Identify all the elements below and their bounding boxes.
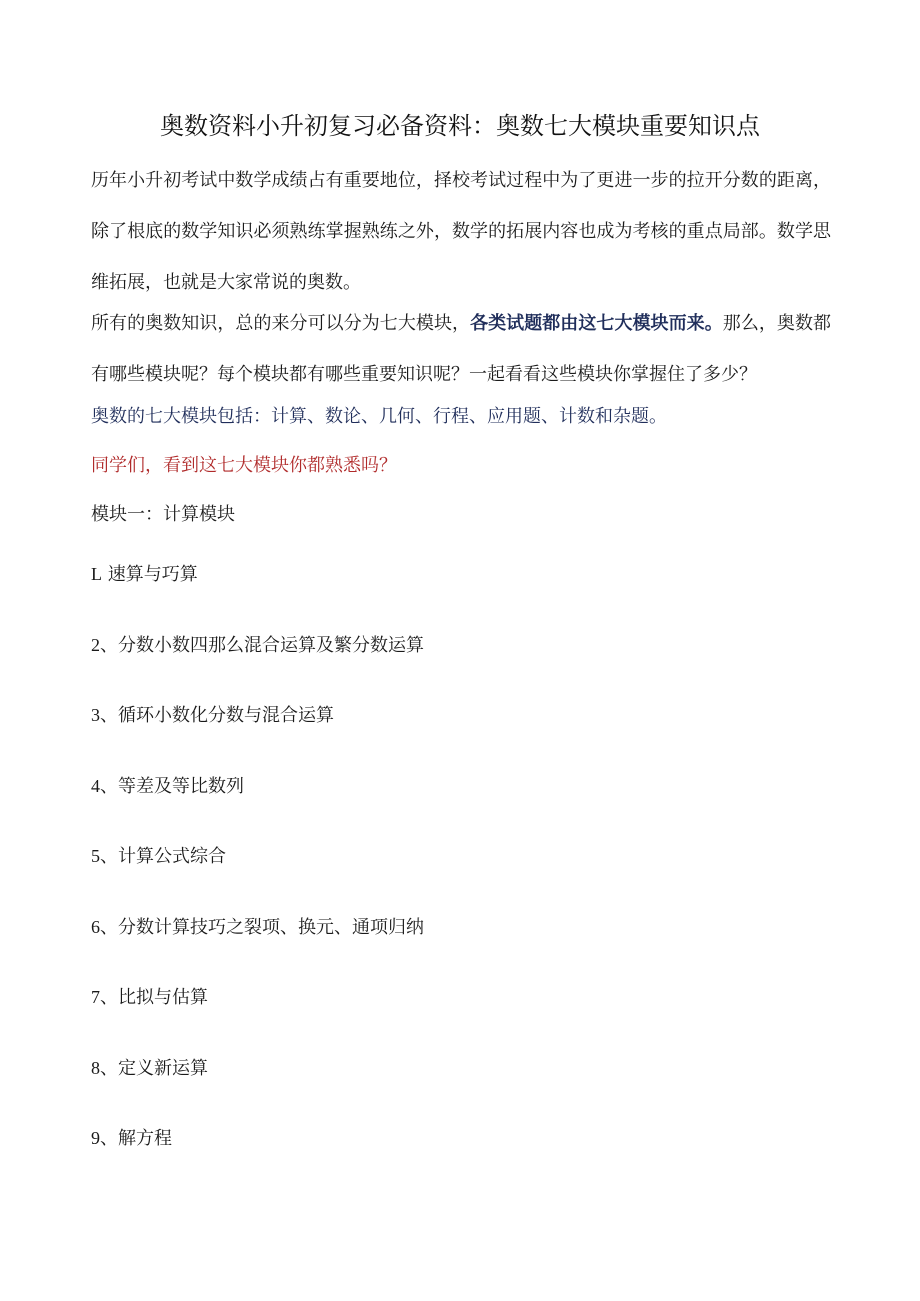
list-item: [91, 700, 334, 731]
list-item: [91, 982, 208, 1013]
list-item-text: 速算与巧算: [107, 564, 198, 585]
question-line: 同学们，看到这七大模块你都熟悉吗？: [91, 455, 397, 476]
modules-intro-question: 那么，奥数都有哪些模块呢？每个模块都有哪些重要知识呢？一起看看这些模块你掌握住了多少？: [91, 313, 832, 385]
list-item-number: 2、: [91, 635, 118, 655]
list-item-number: 5、: [91, 846, 118, 866]
list-item: [91, 771, 244, 802]
list-item: [91, 841, 226, 872]
list-item-text: 比拟与估算: [118, 987, 208, 1008]
intro-paragraph: 历年小升初考试中数学成绩占有重要地位，择校考试过程中为了更进一步的拉开分数的距离，除了根底的数学知识必须熟练掌握熟练之外，数学的拓展内容也成为考核的重点局部。数学思维拓展，也就是大家常说的奥数。: [91, 170, 831, 293]
list-item-number: 8、: [91, 1058, 118, 1078]
list-item-number: 3、: [91, 705, 118, 725]
list-item-number: L: [91, 564, 102, 584]
module-one-heading: 模块一：计算模块: [91, 504, 235, 525]
modules-intro-text: 所有的奥数知识，总的来分可以分为七大模块，: [91, 313, 471, 334]
list-item-text: 分数小数四那么混合运算及繁分数运算: [118, 635, 424, 656]
list-item-number: 9、: [91, 1128, 118, 1148]
list-item-number: 6、: [91, 917, 118, 937]
list-item-text: 定义新运算: [118, 1058, 208, 1079]
list-item: [91, 630, 424, 661]
list-item: [91, 559, 198, 590]
document-title: 奥数资料小升初复习必备资料：奥数七大模块重要知识点: [160, 112, 760, 140]
list-item-text: 等差及等比数列: [118, 776, 244, 797]
list-item-number: 4、: [91, 776, 118, 796]
list-item-text: 计算公式综合: [118, 846, 226, 867]
list-item-text: 解方程: [118, 1128, 172, 1149]
seven-modules-line: 奥数的七大模块包括：计算、数论、几何、行程、应用题、计数和杂题。: [91, 406, 667, 427]
list-item-text: 分数计算技巧之裂项、换元、通项归纳: [118, 917, 424, 938]
list-item: [91, 1123, 172, 1154]
modules-intro-paragraph: [91, 298, 831, 400]
list-item-text: 循环小数化分数与混合运算: [118, 705, 334, 726]
modules-intro-emphasis: 各类试题都由这七大模块而来。: [470, 313, 723, 334]
list-item: [91, 1053, 208, 1084]
list-item-number: 7、: [91, 987, 118, 1007]
list-item: [91, 912, 424, 943]
